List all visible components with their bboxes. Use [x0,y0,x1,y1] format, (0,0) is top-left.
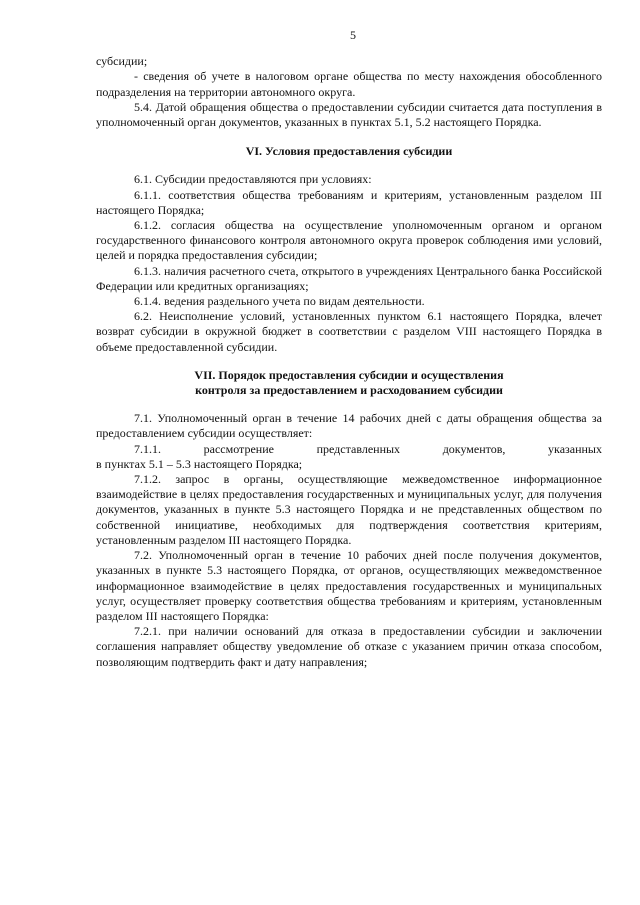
paragraph: 7.1.1. рассмотрение представленных документов, указанных [134,441,602,456]
page-number: 5 [350,28,356,42]
paragraph: 6.1.3. наличия расчетного счета, открытого в учреждениях Центрального банка Российской Федерации или кредитных организациях; [96,263,602,293]
paragraph: 7.2. Уполномоченный орган в течение 10 рабочих дней после получения документов, указанных в пункте 5.3 настоящего Порядка, от органов, осуществляющих межведомственное информационное взаимодействие в целях предоставления государственных и муниципальных услуг, осуществляет проверку соответствия общества требованиям и критериям, установленным разделом III настоящего Порядка: [96,548,602,623]
paragraph: в пунктах 5.1 – 5.3 настоящего Порядка; [96,456,303,471]
paragraph: 6.2. Неисполнение условий, установленных пунктом 6.1 настоящего Порядка, влечет возврат субсидии в окружной бюджет в соответствии с разделом VIII настоящего Порядка в объеме предоставленной субсидии. [96,309,602,354]
paragraph: 7.1. Уполномоченный орган в течение 14 рабочих дней с даты обращения общества за предоставлением субсидии осуществляет: [96,411,602,441]
paragraph: 7.2.1. при наличии оснований для отказа в предоставлении субсидии и заключении соглашения направляет обществу уведомление об отказе с указанием причин отказа способом, позволяющим подтвердить факт и дату направления; [96,624,602,669]
paragraph: 6.1. Субсидии предоставляются при условиях: [134,172,372,187]
section-heading-line: контроля за предоставлением и расходованием субсидии [195,383,503,398]
paragraph: 6.1.2. согласия общества на осуществление уполномоченным органом и органом государственного финансового контроля автономного округа проверок соблюдения ими условий, целей и порядка предоставления субсидии; [96,218,602,263]
paragraph: 5.4. Датой обращения общества о предоставлении субсидии считается дата поступления в уполномоченный орган документов, указанных в пунктах 5.1, 5.2 настоящего Порядка. [96,99,602,130]
paragraph: - сведения об учете в налоговом органе общества по месту нахождения обособленного подразделения на территории автономного округа. [96,69,602,99]
section-heading-line: VII. Порядок предоставления субсидии и осуществления [194,367,504,382]
paragraph: 7.1.2. запрос в органы, осуществляющие межведомственное информационное взаимодействие в целях предоставления государственных и муниципальных услуг, для получения документов, указанных в пункте 5.3 настоящего Порядка и не представленных обществом по собственной инициативе, необходимых для подтверждения соответствия критериям, установленным разделом III настоящего Порядка. [96,472,602,547]
section-heading-vii [96,368,602,398]
paragraph: субсидии; [96,54,148,69]
section-heading-vi: VI. Условия предоставления субсидии [245,144,453,159]
paragraph: 6.1.1. соответствия общества требованиям и критериям, установленным разделом III настоящего Порядка; [96,187,602,217]
paragraph: 6.1.4. ведения раздельного учета по видам деятельности. [134,294,425,309]
